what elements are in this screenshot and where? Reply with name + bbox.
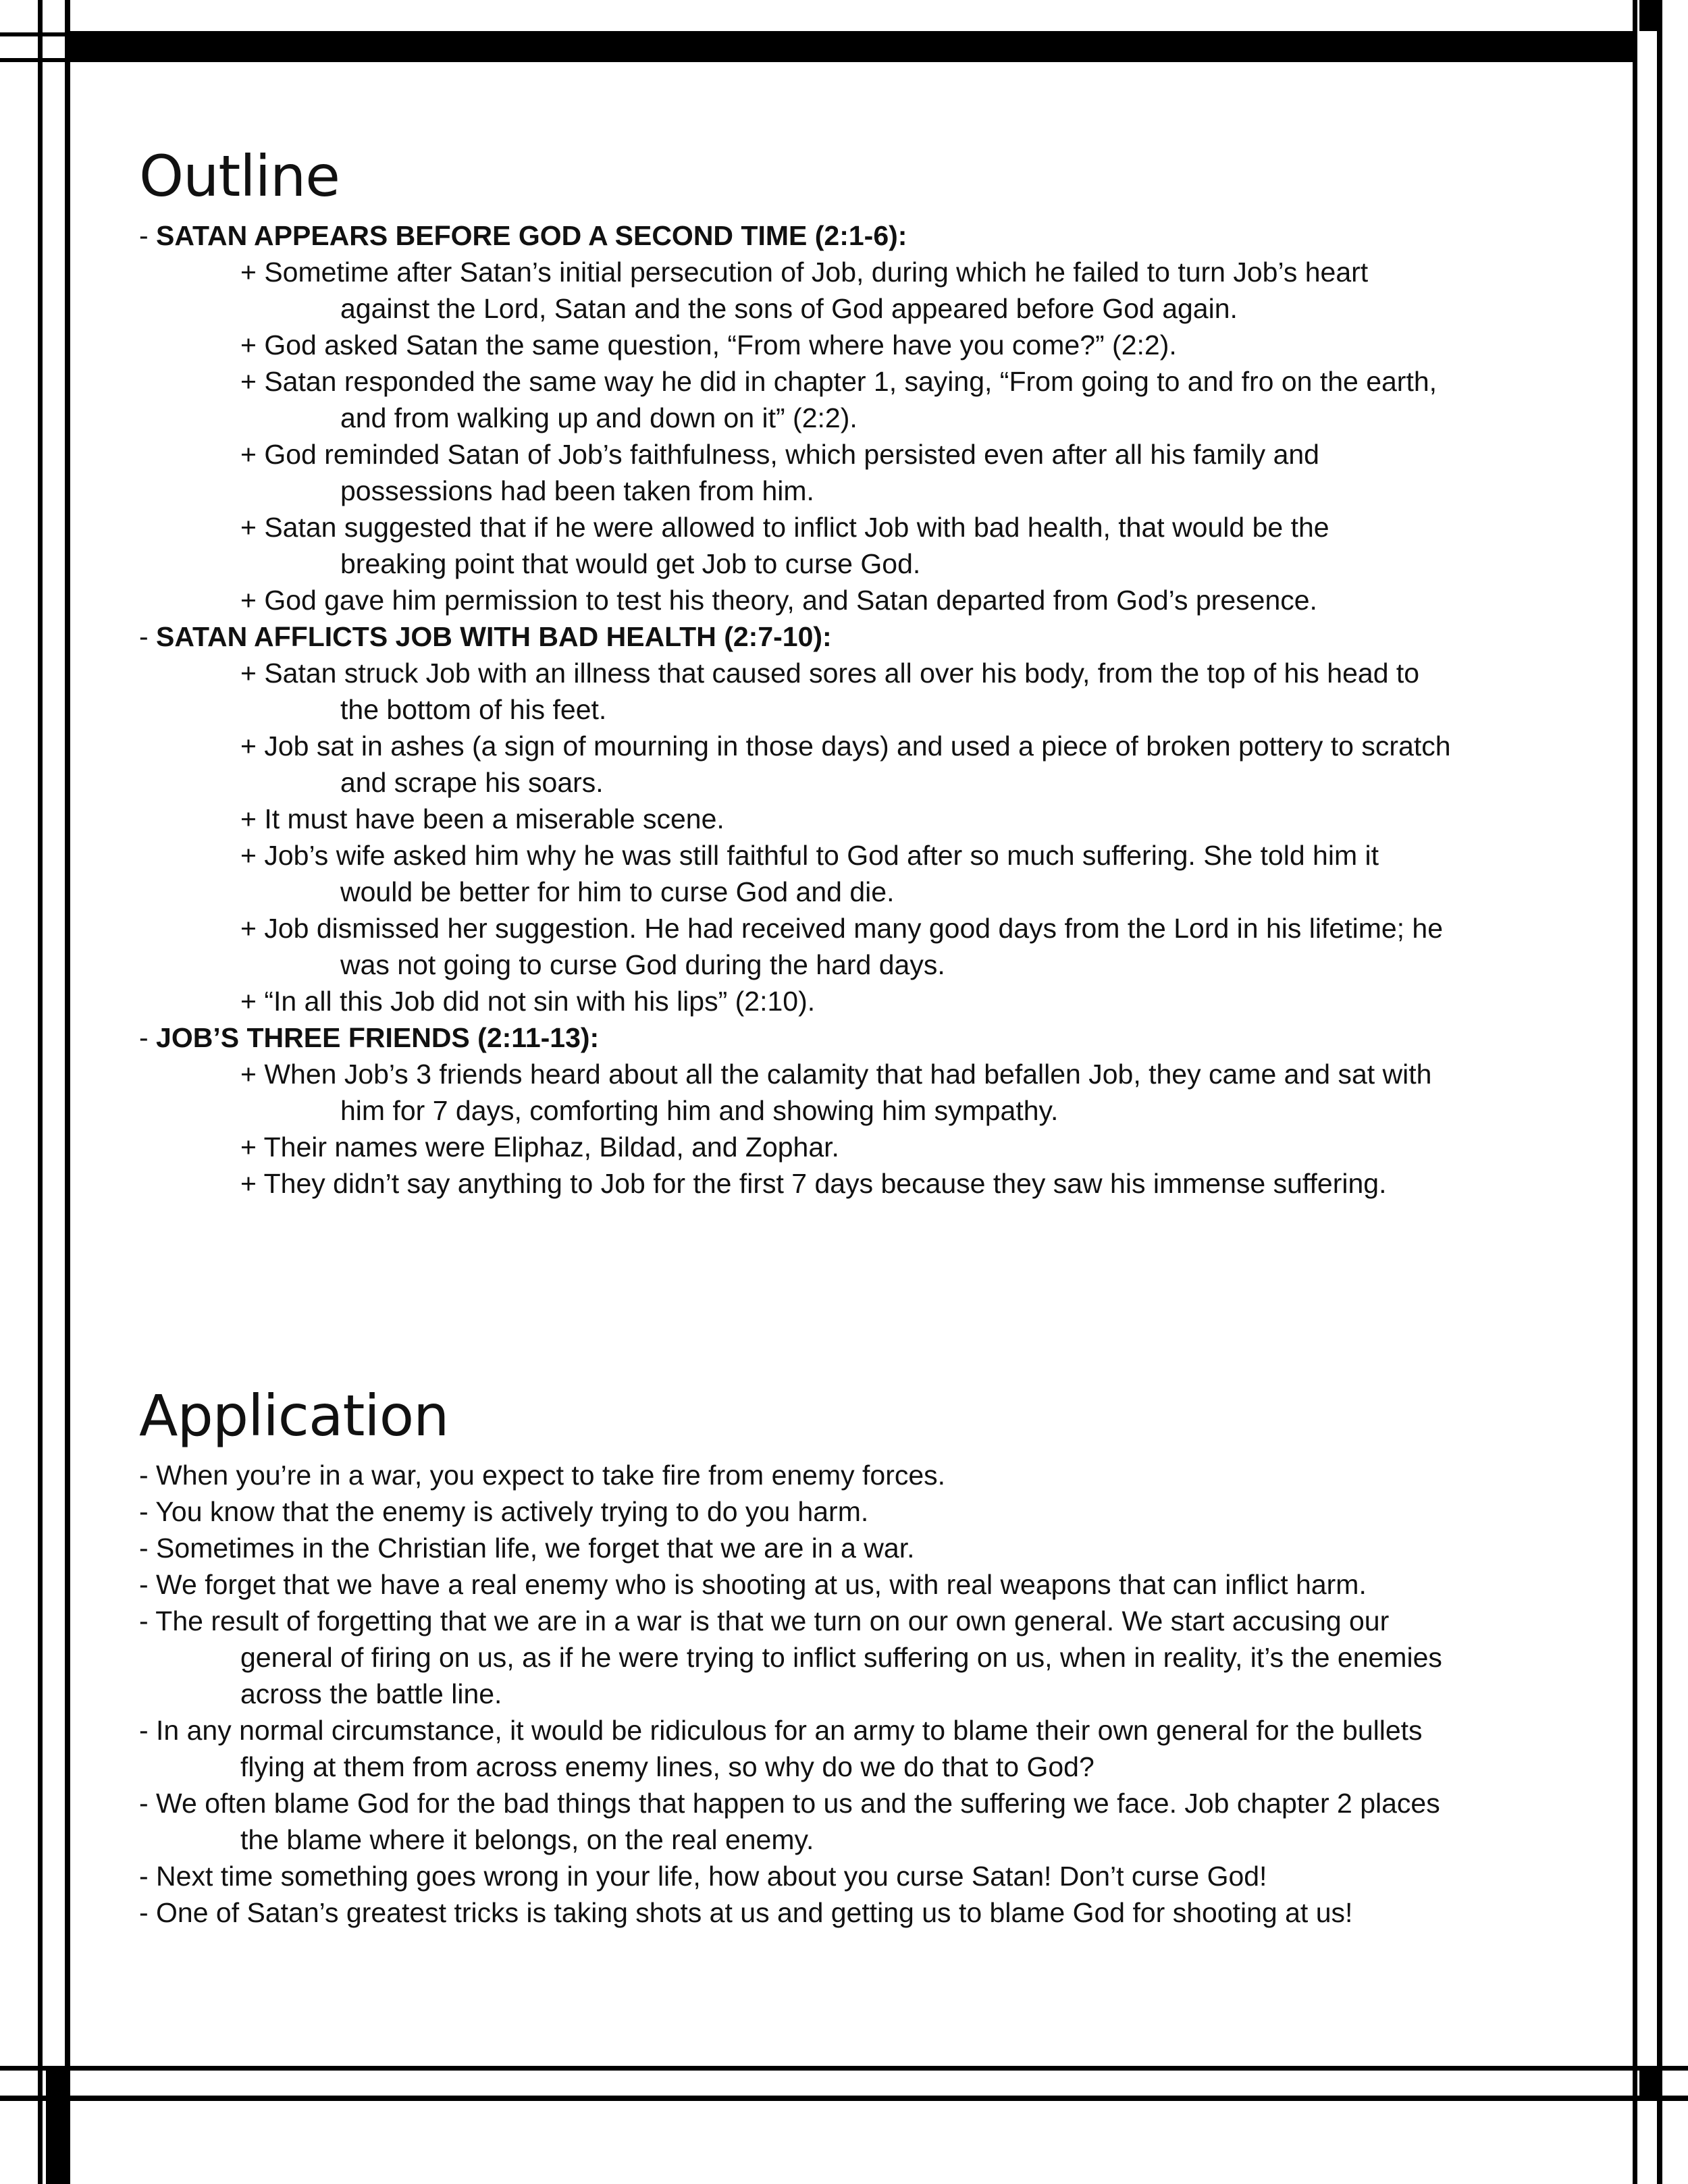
application-title: Application (139, 1383, 449, 1449)
frame-right-top-block (1639, 0, 1657, 31)
outline-title: Outline (139, 143, 340, 209)
outline-point: + They didn’t say anything to Job for the first 7 days because they saw his immense suffering. (240, 1168, 1387, 1199)
frame-top-thin-line (0, 32, 70, 36)
outline-point: + Job dismissed her suggestion. He had received many good days from the Lord in his lifetime; he (240, 913, 1444, 944)
frame-left-corner-block (46, 2066, 65, 2184)
outline-point: + Satan struck Job with an illness that caused sores all over his body, from the top of his head to (240, 658, 1420, 689)
application-point: - Sometimes in the Christian life, we forget that we are in a war. (139, 1533, 915, 1564)
outline-point: + When Job’s 3 friends heard about all the calamity that had befallen Job, they came and sat with (240, 1059, 1432, 1090)
section-bullet: - (139, 1022, 157, 1053)
outline-point: + Satan suggested that if he were allowed to inflict Job with bad health, that would be the (240, 512, 1329, 543)
outline-point: + Job sat in ashes (a sign of mourning in those days) and used a piece of broken pottery to scratch (240, 730, 1451, 762)
outline-point-continuation: and scrape his soars. (340, 767, 604, 798)
application-point-continuation: flying at them from across enemy lines, so why do we do that to God? (240, 1751, 1094, 1782)
section-bullet: - (139, 220, 157, 251)
outline-point: + Job’s wife asked him why he was still faithful to God after so much suffering. She told him it (240, 840, 1379, 871)
application-point: - The result of forgetting that we are in a war is that we turn on our own general. We start accusing our (139, 1605, 1390, 1636)
outline-point: + God gave him permission to test his theory, and Satan departed from God’s presence. (240, 585, 1317, 616)
frame-bottom-bar (0, 2096, 1688, 2101)
outline-point: + God asked Satan the same question, “From where have you come?” (2:2). (240, 329, 1177, 361)
outline-section-heading (139, 618, 1564, 655)
section-bullet: - (139, 621, 157, 652)
outline-point-continuation: him for 7 days, comforting him and showing him sympathy. (340, 1095, 1059, 1126)
outline-point-continuation: breaking point that would get Job to curse God. (340, 548, 921, 579)
outline-section-heading (139, 1019, 1564, 1056)
outline-point-continuation: the bottom of his feet. (340, 694, 607, 725)
outline-point: + “In all this Job did not sin with his lips” (2:10). (240, 986, 816, 1017)
frame-bottom-thin-line (0, 2066, 1688, 2071)
application-point: - Next time something goes wrong in your life, how about you curse Satan! Don’t curse God! (139, 1861, 1267, 1892)
section-heading-text: SATAN AFFLICTS JOB WITH BAD HEALTH (2:7-10): (156, 621, 832, 652)
outline-point: + It must have been a miserable scene. (240, 803, 724, 834)
frame-left-line-outer (38, 0, 43, 2184)
application-point-continuation: general of firing on us, as if he were trying to inflict suffering on us, when in reality, it’s the enemies (240, 1642, 1442, 1673)
outline-point-continuation: and from walking up and down on it” (2:2). (340, 402, 858, 433)
page-content (139, 135, 1564, 1931)
outline-point-continuation: possessions had been taken from him. (340, 475, 814, 506)
outline-point: + Their names were Eliphaz, Bildad, and Zophar. (240, 1131, 839, 1163)
application-body (139, 1457, 1564, 1931)
outline-point-continuation: against the Lord, Satan and the sons of God appeared before God again. (340, 293, 1238, 324)
application-point-continuation: the blame where it belongs, on the real enemy. (240, 1824, 814, 1855)
frame-right-line-inner (1633, 0, 1637, 2184)
frame-right-line-outer (1657, 0, 1662, 2184)
outline-point-continuation: was not going to curse God during the hard days. (340, 949, 945, 980)
section-spacer (139, 1202, 1564, 1375)
outline-point-continuation: would be better for him to curse God and die. (340, 876, 895, 907)
outline-point: + God reminded Satan of Job’s faithfulness, which persisted even after all his family and (240, 439, 1319, 470)
application-point: - We often blame God for the bad things that happen to us and the suffering we face. Job chapter 2 places (139, 1788, 1440, 1819)
application-point: - When you’re in a war, you expect to take fire from enemy forces. (139, 1460, 946, 1491)
application-point: - We forget that we have a real enemy who is shooting at us, with real weapons that can inflict harm. (139, 1569, 1367, 1600)
section-heading-text: JOB’S THREE FRIENDS (2:11-13): (156, 1022, 600, 1053)
application-point: - One of Satan’s greatest tricks is taking shots at us and getting us to blame God for shooting at us! (139, 1897, 1353, 1928)
frame-left-line-inner (65, 0, 70, 2184)
section-heading-text: SATAN APPEARS BEFORE GOD A SECOND TIME (2:1-6): (156, 220, 907, 251)
outline-section-heading (139, 217, 1564, 254)
outline-point: + Sometime after Satan’s initial persecution of Job, during which he failed to turn Job’s heart (240, 257, 1369, 288)
outline-body (139, 217, 1564, 1202)
outline-point: + Satan responded the same way he did in chapter 1, saying, “From going to and fro on the earth, (240, 366, 1438, 397)
frame-top-thin-line-2 (0, 58, 70, 62)
frame-top-bar (70, 31, 1633, 62)
application-point: - In any normal circumstance, it would be ridiculous for an army to blame their own general for the bullets (139, 1715, 1423, 1746)
application-point-continuation: across the battle line. (240, 1678, 502, 1709)
application-point: - You know that the enemy is actively trying to do you harm. (139, 1496, 869, 1527)
frame-right-corner-block (1639, 2066, 1657, 2101)
